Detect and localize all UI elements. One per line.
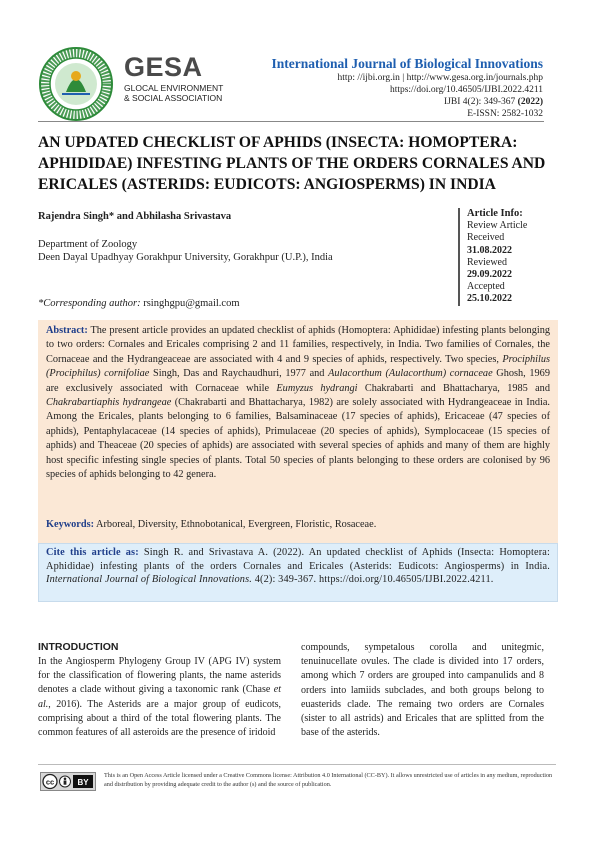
cc-by-graphic [41, 773, 95, 790]
doi-link[interactable]: https://doi.org/10.46505/IJBI.2022.4211 [389, 85, 543, 95]
gesa-seal-logo [38, 46, 114, 122]
accepted-label: Accepted [467, 281, 505, 293]
corr-email[interactable]: rsinghgpu@gmail.com [140, 298, 240, 309]
journal-header [271, 55, 543, 120]
footer-divider [38, 764, 556, 765]
corresponding-author [38, 298, 240, 309]
journal-title: International Journal of Biological Innovations [271, 56, 543, 71]
corr-label: *Corresponding author: [38, 298, 141, 309]
cc-label: cc [45, 777, 55, 787]
article-type: Review Article [467, 220, 528, 232]
body-text: , 2016). The Asterids are a major group of eudicots, comprising about a third of the total flowering plants. The common features of all asteroids are the presence of iridoid [38, 698, 281, 739]
journal-urls[interactable]: http: //ijbi.org.in | http://www.gesa.org.in/journals.php [337, 73, 543, 83]
species-name: Eumyzus hydrangi [276, 382, 358, 394]
keywords-label: Keywords: [46, 519, 95, 530]
article-title: AN UPDATED CHECKLIST OF APHIDS (INSECTA: HOMOPTERA: APHIDIDAE) INFESTING PLANTS OF THE ORDERS CORNALES AND ERICALES (ASTERIDS: EUDICOTS: ANGIOSPERMS) IN INDIA [38, 134, 546, 193]
journal-citation [271, 96, 543, 108]
received-label: Received [467, 232, 505, 244]
abstract-text: The present article provides an updated checklist of aphids (Homoptera: Aphididae) infesting plants belonging to two orders: Cornales and Ericales comprising 2 and 11 families, respectively, in India. Two families of Cornales, the Cornaceae and the Hydrangeaceae are associated with 4 and 9 species of aphids, respectively. Two species, [46, 325, 550, 365]
cc-by-license-icon[interactable] [40, 772, 96, 791]
citation-volume: IJBI 4(2): 349-367 [444, 97, 518, 107]
accepted-date: 25.10.2022 [467, 293, 512, 305]
species-name: Chakrabartiaphis hydrangeae [46, 397, 172, 409]
body-column-right: compounds, sympetalous corolla and unitegmic, tenuinucellate ovules. The clade is divided into 17 orders, among which 7 orders are grouped into campanulids and 8 orders into lamiids subclades, and both groups belong to euasterids clade. The remaing two orders are Cornales (sister to all astrids) and Ericales that are splitted from the base of the asterids. [301, 642, 544, 739]
header-divider [38, 121, 544, 122]
org-name-line1: GLOCAL ENVIRONMENT [124, 83, 224, 93]
by-label: BY [77, 777, 89, 787]
abstract-text: (Chakrabarti and Bhattacharya, 1982) are solely associated with Hydrangeaceae in India. Among the Ericales, plants belonging to 6 families, Balsaminaceae (17 species of aphids), Ericaceae (47 species of aphids), Pentaphylacaceae (14 species of aphids), Primulaceae (20 species of aphids), Symplocaceae (15 species of aphids) and Theaceae (20 species of aphids) are associated with several species of aphids and many of them are highly host specific infesting single species of plants. Total 50 species of plants belonging to these orders are colonised by 96 species of aphids belonging to 42 genera. [46, 397, 550, 481]
eissn: E-ISSN: 2582-1032 [467, 109, 543, 119]
cite-journal: International Journal of Biological Innovations. [46, 574, 252, 586]
authors: Rajendra Singh* and Abhilasha Srivastava [38, 211, 232, 222]
license-notice: This is an Open Access Article licensed under a Creative Commons license: Attribution 4.0 International (CC-BY). It allows unrestricted use of articles in any medium, reproduction and distribution by providing adequate credit to the author (s) and the source of publication. [104, 772, 553, 788]
article-info-heading: Article Info: [467, 208, 523, 219]
received-date: 31.08.2022 [467, 244, 512, 256]
abstract [46, 324, 550, 482]
cite-label: Cite this article as: [46, 547, 139, 558]
cite-text: Singh R. and Srivastava A. (2022). An updated checklist of Aphids (Insecta: Homoptera: Aphididae) infesting plants of the orders Cornales and Ericales (Asterids: Eudicots: Angiosperms) in India. [46, 547, 551, 572]
article-info-panel [458, 208, 567, 306]
org-abbreviation: GESA [124, 52, 203, 82]
university: Deen Dayal Upadhyay Gorakhpur University, Gorakhpur (U.P.), India [38, 252, 333, 263]
keywords [46, 518, 550, 532]
citation-year: (2022) [517, 97, 543, 107]
abstract-text: Chakrabarti and Bhattacharya, 1985 and [357, 382, 550, 394]
abstract-text: Singh, Das and Raychaudhuri, 1977 and [149, 368, 329, 380]
keywords-text: Arboreal, Diversity, Ethnobotanical, Evergreen, Floristic, Rosaceae. [94, 519, 377, 530]
cite-this-article [46, 546, 550, 587]
abstract-label: Abstract: [46, 325, 88, 336]
cite-doi[interactable]: 4(2): 349-367. https://doi.org/10.46505/IJBI.2022.4211. [251, 574, 494, 586]
species-name: Prociphilus (Prociphilus) cornifoliae [46, 353, 550, 380]
body-column-left [38, 655, 281, 740]
org-name-line2: & SOCIAL ASSOCIATION [124, 93, 223, 103]
body-text-italic: et al. [38, 684, 281, 710]
reviewed-date: 29.09.2022 [467, 269, 512, 281]
department: Department of Zoology [38, 239, 138, 250]
abstract-text: Ghosh, 1969 are exclusively associated with Cornaceae while [46, 368, 550, 394]
affiliation [38, 238, 333, 264]
reviewed-label: Reviewed [467, 256, 507, 268]
body-text: In the Angiosperm Phylogeny Group IV (APG IV) system for the classification of flowering plants, the name asterids denotes a clade without giving a taxonomic rank (Chase [38, 656, 281, 696]
species-name: Aulacorthum (Aulacorthum) cornaceae [328, 368, 493, 380]
section-heading: INTRODUCTION [38, 641, 119, 653]
